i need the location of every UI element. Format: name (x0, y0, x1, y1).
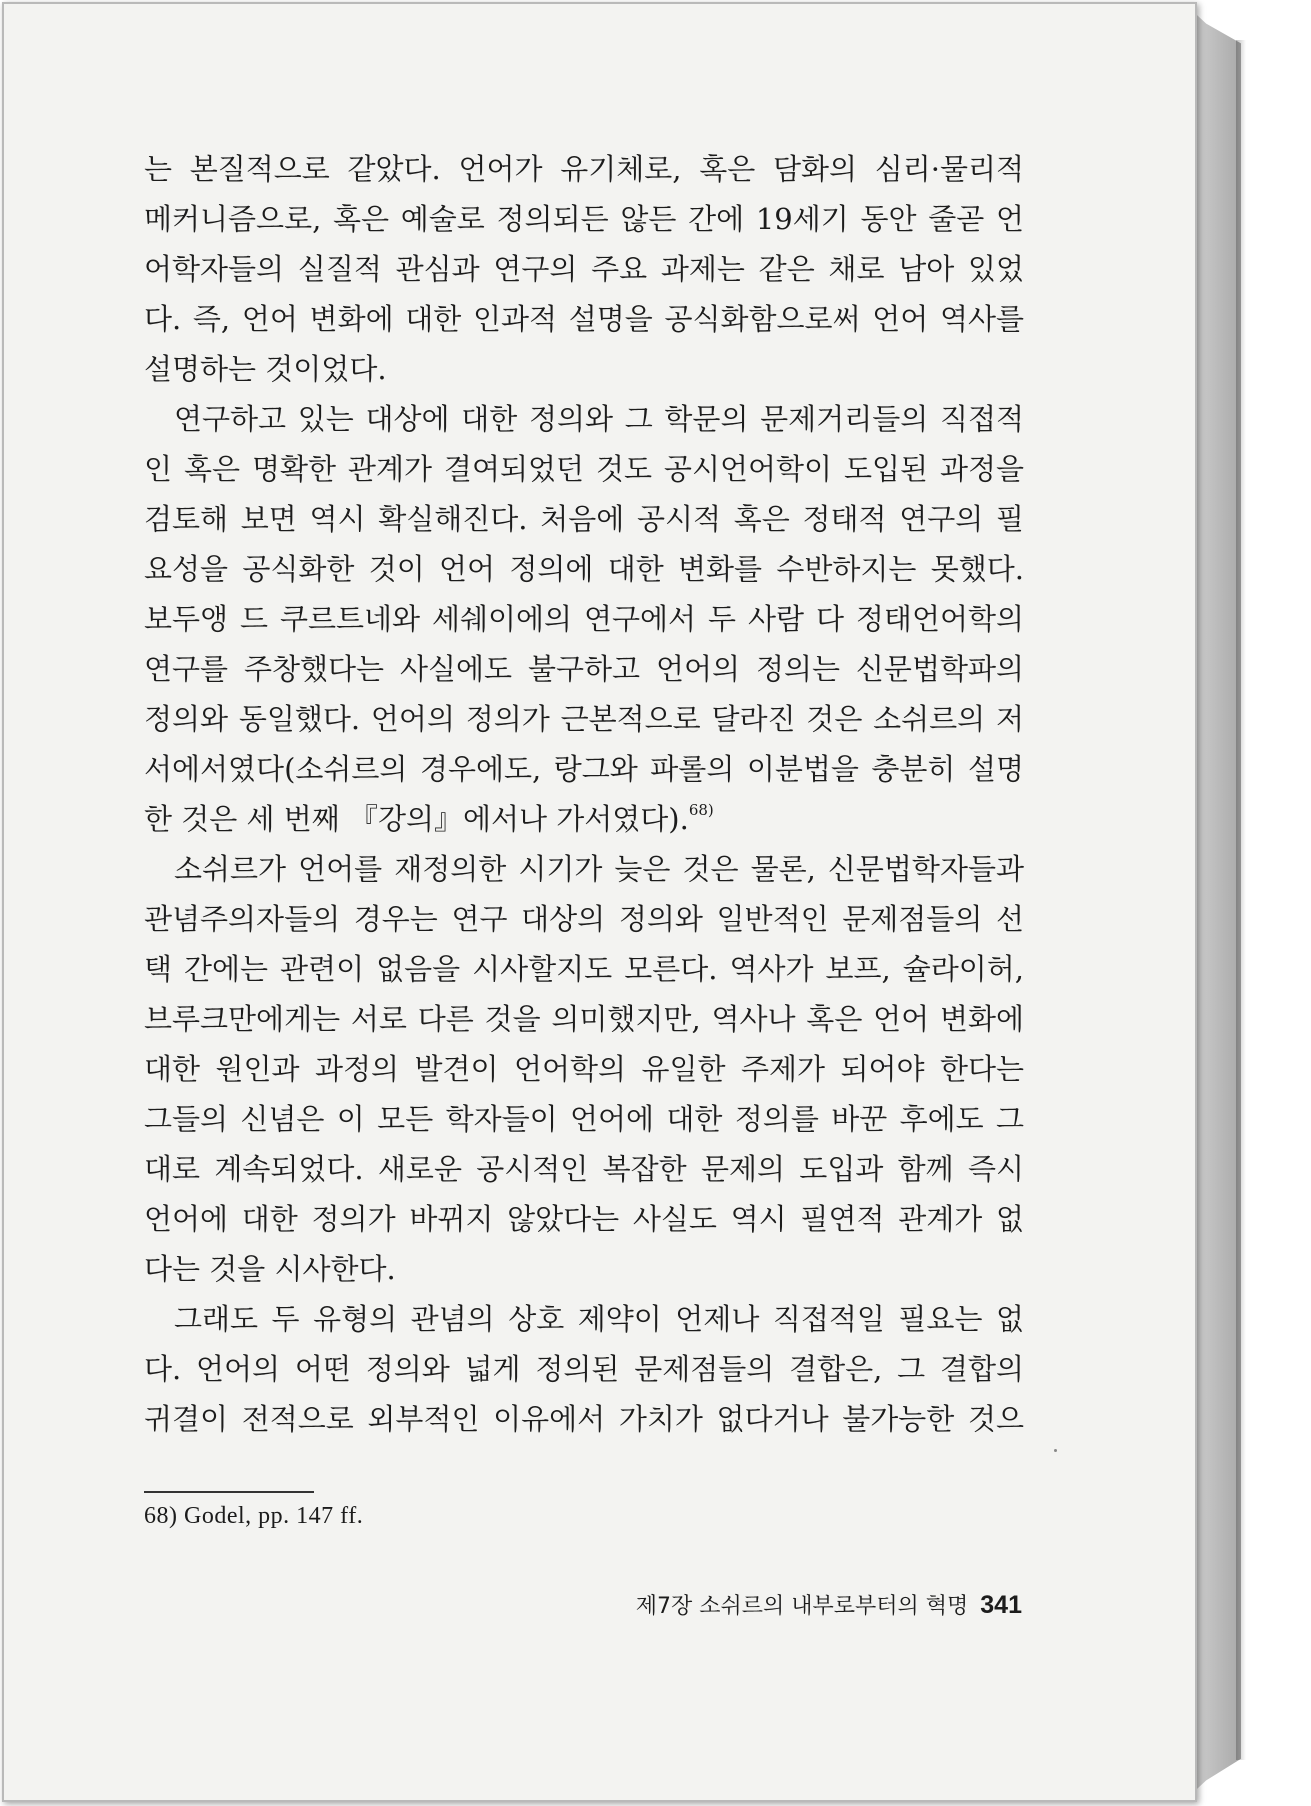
text-line: 그들의 신념은 이 모든 학자들이 언어에 대한 정의를 바꾼 후에도 그 (144, 1102, 1024, 1136)
running-title: 제7장 소쉬르의 내부로부터의 혁명 (635, 1594, 969, 1619)
text-line: 브루크만에게는 서로 다른 것을 의미했지만, 역사나 혹은 언어 변화에 (144, 1002, 1024, 1036)
book-page-edge-shadow (1236, 40, 1246, 1760)
page-number: 341 (980, 1591, 1022, 1619)
scan-speck (1054, 1449, 1057, 1452)
text-line: 검토해 보면 역시 확실해진다. 처음에 공시적 혹은 정태적 연구의 필 (144, 502, 1024, 536)
text-line: 대한 원인과 과정의 발견이 언어학의 유일한 주제가 되어야 한다는 (144, 1052, 1024, 1086)
text-line: 언어에 대한 정의가 바뀌지 않았다는 사실도 역시 필연적 관계가 없 (144, 1202, 1024, 1236)
text-line: 서에서였다(소쉬르의 경우에도, 랑그와 파롤의 이분법을 충분히 설명 (144, 752, 1024, 786)
text-line: 소쉬르가 언어를 재정의한 시기가 늦은 것은 물론, 신문법학자들과 (174, 852, 1024, 886)
body-text (144, 144, 1024, 1444)
footnote-marker: 68) (688, 801, 714, 819)
text-line-with-footnote (144, 794, 1024, 844)
running-footer (636, 1589, 1022, 1620)
text-line: 귀결이 전적으로 외부적인 이유에서 가치가 없다거나 불가능한 것으 (144, 1402, 1024, 1436)
text-line: 대로 계속되었다. 새로운 공시적인 복잡한 문제의 도입과 함께 즉시 (144, 1152, 1024, 1186)
book-page (2, 2, 1197, 1802)
footnote: 68) Godel, pp. 147 ff. (144, 1503, 364, 1529)
text-line: 다. 언어의 어떤 정의와 넓게 정의된 문제점들의 결합은, 그 결합의 (144, 1352, 1024, 1386)
text-line: 그래도 두 유형의 관념의 상호 제약이 언제나 직접적일 필요는 없 (174, 1302, 1024, 1336)
text-line: 메커니즘으로, 혹은 예술로 정의되든 않든 간에 19세기 동안 줄곧 언 (144, 202, 1024, 236)
text-line: 정의와 동일했다. 언어의 정의가 근본적으로 달라진 것은 소쉬르의 저 (144, 702, 1024, 736)
text-line: 인 혹은 명확한 관계가 결여되었던 것도 공시언어학이 도입된 과정을 (144, 452, 1024, 486)
text-line: 보두앵 드 쿠르트네와 세쉐이에의 연구에서 두 사람 다 정태언어학의 (144, 602, 1024, 636)
text-line: 관념주의자들의 경우는 연구 대상의 정의와 일반적인 문제점들의 선 (144, 902, 1024, 936)
text-line: 연구를 주창했다는 사실에도 불구하고 언어의 정의는 신문법학파의 (144, 652, 1024, 686)
text-line: 설명하는 것이었다. (144, 352, 387, 386)
text-line: 한 것은 세 번째 『강의』에서나 가서였다). (144, 802, 689, 836)
text-line: 어학자들의 실질적 관심과 연구의 주요 과제는 같은 채로 남아 있었 (144, 252, 1024, 286)
footnote-divider (144, 1491, 314, 1493)
text-line: 요성을 공식화한 것이 언어 정의에 대한 변화를 수반하지는 못했다. (144, 552, 1024, 586)
text-line: 다. 즉, 언어 변화에 대한 인과적 설명을 공식화함으로써 언어 역사를 (144, 302, 1024, 336)
text-line: 다는 것을 시사한다. (144, 1252, 396, 1286)
text-line: 택 간에는 관련이 없음을 시사할지도 모른다. 역사가 보프, 슐라이허, (144, 952, 1024, 986)
text-line: 연구하고 있는 대상에 대한 정의와 그 학문의 문제거리들의 직접적 (174, 402, 1024, 436)
text-line: 는 본질적으로 같았다. 언어가 유기체로, 혹은 담화의 심리·물리적 (144, 152, 1024, 186)
